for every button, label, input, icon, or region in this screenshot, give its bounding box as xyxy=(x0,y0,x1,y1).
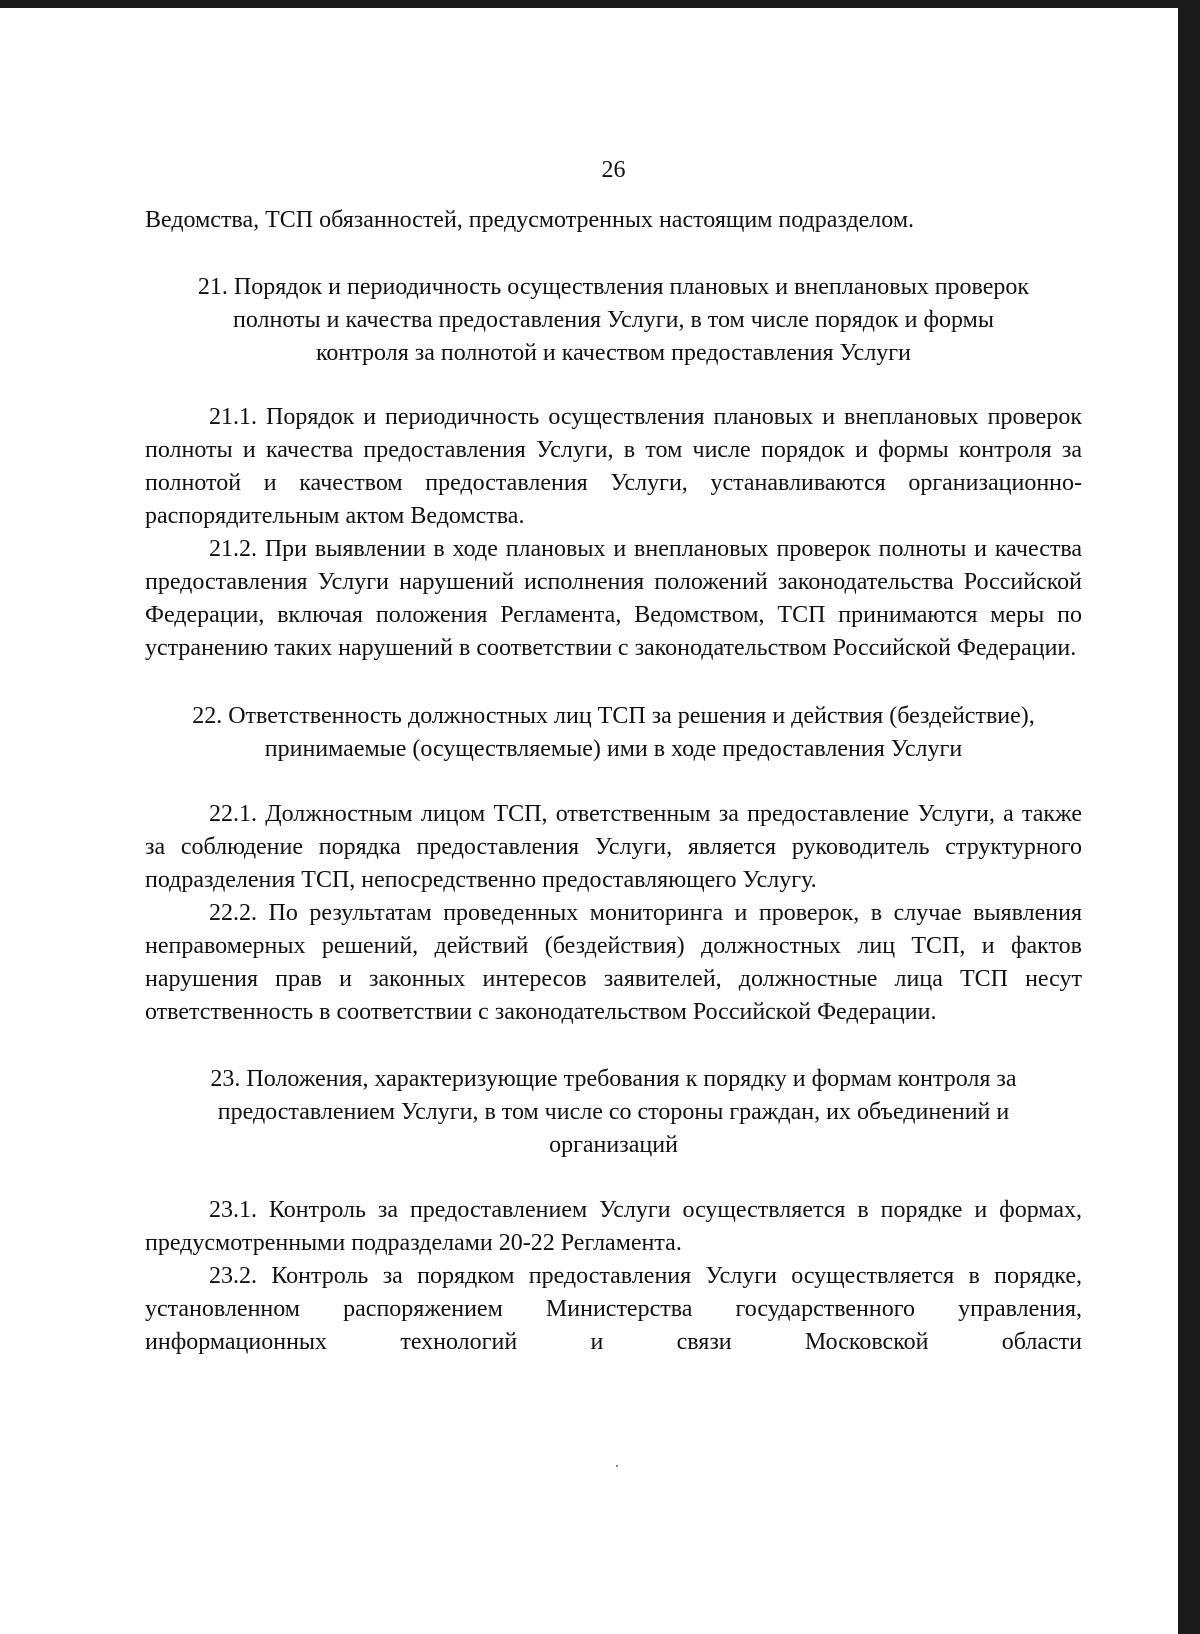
document-page xyxy=(145,150,1082,1359)
scan-border-right xyxy=(1178,0,1200,1634)
paragraph-22-1: 22.1. Должностным лицом ТСП, ответственным за предоставление Услуги, а также за соблюдение порядка предоставления Услуги, является руководитель структурного подразделения ТСП, непосредственно предоставляющего Услугу. xyxy=(145,801,1082,893)
continuation-text: Ведомства, ТСП обязанностей, предусмотренных настоящим подразделом. xyxy=(145,207,915,233)
section-23-heading: 23. Положения, характеризующие требования к порядку и формам контроля за предоставлением Услуги, в том числе со стороны граждан, их объединений и организаций xyxy=(210,1066,1017,1158)
scan-border-top xyxy=(0,0,1200,8)
paragraph-21-1: 21.1. Порядок и периодичность осуществления плановых и внеплановых проверок полноты и качества предоставления Услуги, в том числе порядок и формы контроля за полнотой и качеством предоставления Услуги, устанавливаются организационно-распорядительным актом Ведомства. xyxy=(145,404,1082,529)
paragraph-23-1: 23.1. Контроль за предоставлением Услуги осуществляется в порядке и формах, предусмотренными подразделами 20-22 Регламента. xyxy=(145,1197,1082,1256)
paragraph-23-2: 23.2. Контроль за порядком предоставления Услуги осуществляется в порядке, установленном распоряжением Министерства государственного управления, информационных технологий и связи Московской области xyxy=(145,1263,1082,1355)
paragraph-22-2: 22.2. По результатам проведенных мониторинга и проверок, в случае выявления неправомерных решений, действий (бездействия) должностных лиц ТСП, и фактов нарушения прав и законных интересов заявителей, должностные лица ТСП несут ответственность в соответствии с законодательством Российской Федерации. xyxy=(145,900,1082,1025)
section-21-heading: 21. Порядок и периодичность осуществления плановых и внеплановых проверок полноты и качества предоставления Услуги, в том числе порядок и формы контроля за полнотой и качеством предоставления Услуги xyxy=(197,274,1030,366)
paragraph-21-2: 21.2. При выявлении в ходе плановых и внеплановых проверок полноты и качества предоставления Услуги нарушений исполнения положений законодательства Российской Федерации, включая положения Регламента, Ведомством, ТСП принимаются меры по устранению таких нарушений в соответствии с законодательством Российской Федерации. xyxy=(145,536,1082,661)
scan-speck xyxy=(616,1465,618,1467)
page-number: 26 xyxy=(601,157,626,183)
section-22-heading: 22. Ответственность должностных лиц ТСП за решения и действия (бездействие), принимаемые (осуществляемые) ими в ходе предоставления Услуги xyxy=(192,703,1035,762)
